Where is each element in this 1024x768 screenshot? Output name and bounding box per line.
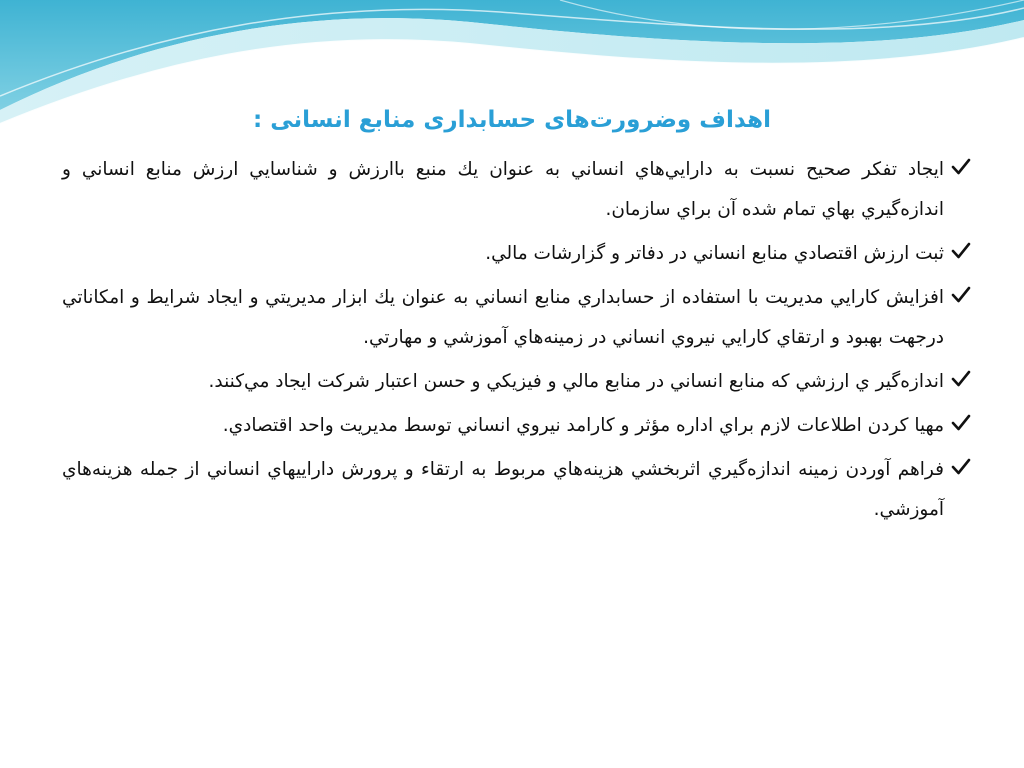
slide-title: اهداف وضرورت‌های حسابداری منابع انسانی : [253, 107, 771, 133]
bullet-text: فراهم آوردن زمينه اندازه‌گيري اثربخشي هزينه‌هاي مربوط به ارتقاء و پرورش داراييهاي انساني از جمله هزينه‌هاي آموزشي. [62, 459, 944, 520]
bullet-text: افزايش كارايي مديريت با استفاده از حسابداري منابع انساني به عنوان يك ابزار مديريتي و ايجاد شرايط و امكاناتي درجهت بهبود و ارتقاي كارايي نيروي انساني در زمينه‌هاي آموزشي و مهارتي. [62, 287, 944, 348]
bullet-text: اندازه‌گير ي ارزشي كه منابع انساني در منابع مالي و فيزيكي و حسن اعتبار شركت ايجاد مي‌كنند. [208, 371, 944, 392]
bullet-item [62, 362, 972, 402]
bullet-text: مهيا كردن اطلاعات لازم براي اداره مؤثر و كارامد نيروي انساني توسط مديريت واحد اقتصادي. [222, 415, 944, 436]
bullet-item [62, 278, 972, 358]
checkmark-icon [950, 284, 972, 306]
checkmark-icon [950, 456, 972, 478]
checkmark-icon [950, 156, 972, 178]
bullet-item [62, 234, 972, 274]
bullet-list [62, 150, 972, 534]
bullet-item [62, 450, 972, 530]
checkmark-icon [950, 368, 972, 390]
checkmark-icon [950, 412, 972, 434]
bullet-text: ثبت ارزش اقتصادي منابع انساني در دفاتر و گزارشات مالي. [485, 243, 944, 264]
bullet-item [62, 406, 972, 446]
bullet-item [62, 150, 972, 230]
bullet-text: ايجاد تفكر صحيح نسبت به دارايي‌هاي انساني به عنوان يك منبع باارزش و شناسايي ارزش منابع انساني و اندازه‌گيري بهاي تمام شده آن براي سازمان. [62, 159, 944, 220]
checkmark-icon [950, 240, 972, 262]
